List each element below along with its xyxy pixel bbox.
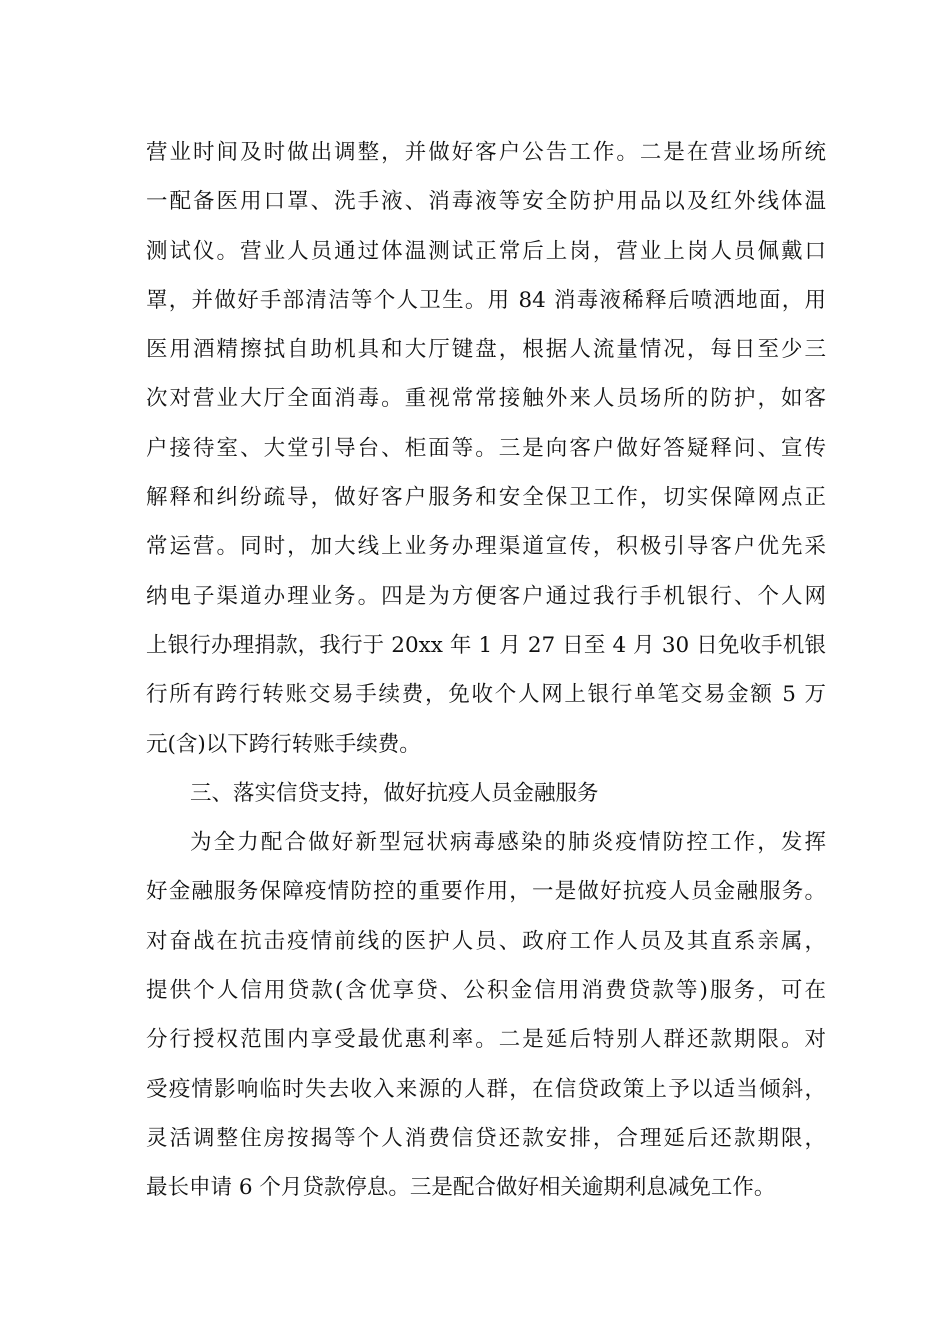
document-body (146, 128, 826, 1213)
text-line: 受疫情影响临时失去收入来源的人群，在信贷政策上予以适当倾斜， (146, 1076, 826, 1102)
text-line: 分行授权范围内享受最优惠利率。二是延后特别人群还款期限。对 (146, 1027, 826, 1053)
text-line: 纳电子渠道办理业务。四是为方便客户通过我行手机银行、个人网 (146, 583, 826, 609)
text-line: 为全力配合做好新型冠状病毒感染的肺炎疫情防控工作，发挥 (190, 830, 826, 856)
text-line: 灵活调整住房按揭等个人消费信贷还款安排，合理延后还款期限， (146, 1125, 826, 1151)
text-line: 提供个人信用贷款(含优享贷、公积金信用消费贷款等)服务，可在 (146, 978, 826, 1004)
text-line: 罩，并做好手部清洁等个人卫生。用 84 消毒液稀释后喷洒地面，用 (146, 287, 826, 313)
text-line: 户接待室、大堂引导台、柜面等。三是向客户做好答疑释问、宣传 (146, 435, 826, 461)
text-line: 测试仪。营业人员通过体温测试正常后上岗，营业上岗人员佩戴口 (146, 238, 826, 264)
text-line: 解释和纠纷疏导，做好客户服务和安全保卫工作，切实保障网点正 (146, 485, 826, 511)
text-line: 上银行办理捐款，我行于 20xx 年 1 月 27 日至 4 月 30 日免收手机银 (146, 632, 826, 658)
text-line: 好金融服务保障疫情防控的重要作用，一是做好抗疫人员金融服务。 (146, 879, 826, 905)
text-line: 元(含)以下跨行转账手续费。 (146, 731, 421, 757)
text-line: 次对营业大厅全面消毒。重视常常接触外来人员场所的防护，如客 (146, 386, 826, 412)
text-line: 行所有跨行转账交易手续费，免收个人网上银行单笔交易金额 5 万 (146, 682, 826, 708)
text-line: 医用酒精擦拭自助机具和大厅键盘，根据人流量情况，每日至少三 (146, 337, 826, 363)
text-line: 营业时间及时做出调整，并做好客户公告工作。二是在营业场所统 (146, 140, 826, 165)
text-line: 对奋战在抗击疫情前线的医护人员、政府工作人员及其直系亲属， (146, 928, 826, 954)
text-line: 常运营。同时，加大线上业务办理渠道宣传，积极引导客户优先采 (146, 534, 826, 560)
section-heading: 三、落实信贷支持，做好抗疫人员金融服务 (190, 780, 599, 806)
text-line: 一配备医用口罩、洗手液、消毒液等安全防护用品以及红外线体温 (146, 189, 826, 215)
text-line: 最长申请 6 个月贷款停息。三是配合做好相关逾期利息减免工作。 (146, 1175, 776, 1201)
